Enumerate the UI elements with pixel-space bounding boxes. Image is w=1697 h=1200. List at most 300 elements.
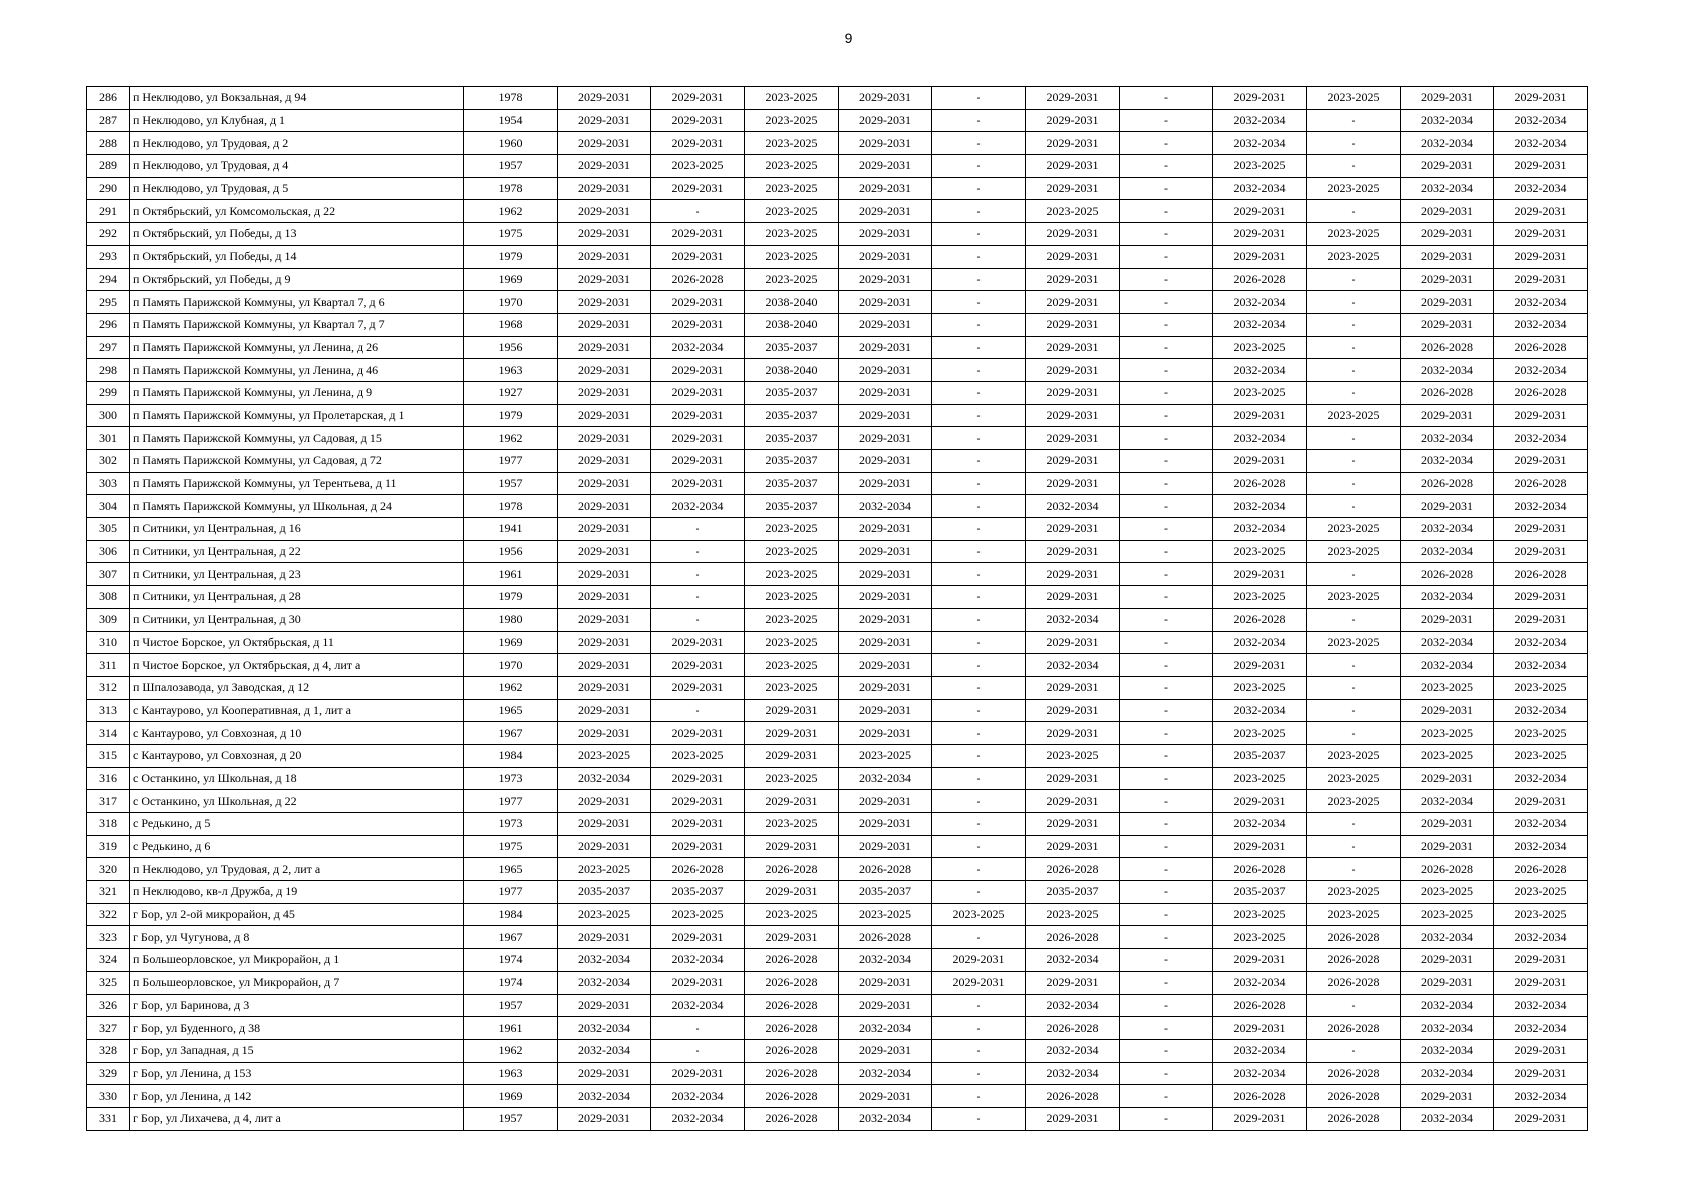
period-cell: - bbox=[932, 654, 1026, 677]
period-cell: 2029-2031 bbox=[1026, 563, 1120, 586]
period-cell: 2026-2028 bbox=[1494, 381, 1588, 404]
period-cell: - bbox=[1120, 563, 1213, 586]
period-cell: - bbox=[1120, 132, 1213, 155]
period-cell: 2029-2031 bbox=[1401, 608, 1494, 631]
buildings-table bbox=[86, 86, 1588, 1131]
period-cell: 2029-2031 bbox=[1213, 223, 1307, 246]
period-cell: - bbox=[1307, 155, 1401, 178]
period-cell: 2032-2034 bbox=[651, 1107, 745, 1130]
period-cell: 2023-2025 bbox=[1307, 586, 1401, 609]
period-cell: 2026-2028 bbox=[1213, 858, 1307, 881]
period-cell: - bbox=[932, 563, 1026, 586]
period-cell: - bbox=[651, 1039, 745, 1062]
period-cell: 2026-2028 bbox=[745, 949, 839, 972]
period-cell: - bbox=[932, 336, 1026, 359]
period-cell: 2026-2028 bbox=[1401, 472, 1494, 495]
period-cell: 2029-2031 bbox=[839, 109, 932, 132]
table-row bbox=[87, 699, 1588, 722]
period-cell: 2029-2031 bbox=[1026, 790, 1120, 813]
period-cell: 2029-2031 bbox=[839, 699, 932, 722]
period-cell: - bbox=[932, 495, 1026, 518]
period-cell: 2026-2028 bbox=[1401, 336, 1494, 359]
period-cell: 2032-2034 bbox=[1213, 132, 1307, 155]
period-cell: 2023-2025 bbox=[1307, 903, 1401, 926]
period-cell: 2029-2031 bbox=[651, 835, 745, 858]
row-number-cell: 297 bbox=[87, 336, 130, 359]
period-cell: 2023-2025 bbox=[745, 132, 839, 155]
period-cell: 2029-2031 bbox=[558, 926, 651, 949]
period-cell: 2032-2034 bbox=[1494, 994, 1588, 1017]
period-cell: - bbox=[1120, 631, 1213, 654]
row-number-cell: 319 bbox=[87, 835, 130, 858]
period-cell: - bbox=[1307, 268, 1401, 291]
period-cell: 2029-2031 bbox=[558, 223, 651, 246]
period-cell: 2023-2025 bbox=[1307, 631, 1401, 654]
period-cell: 2026-2028 bbox=[839, 858, 932, 881]
row-number-cell: 322 bbox=[87, 903, 130, 926]
period-cell: - bbox=[1120, 903, 1213, 926]
period-cell: 2032-2034 bbox=[1401, 359, 1494, 382]
period-cell: 2029-2031 bbox=[839, 381, 932, 404]
period-cell: 2032-2034 bbox=[1026, 608, 1120, 631]
period-cell: 2029-2031 bbox=[839, 654, 932, 677]
period-cell: - bbox=[1120, 404, 1213, 427]
period-cell: 2029-2031 bbox=[1213, 1107, 1307, 1130]
period-cell: 2029-2031 bbox=[558, 495, 651, 518]
period-cell: 2032-2034 bbox=[839, 949, 932, 972]
table-row bbox=[87, 881, 1588, 904]
period-cell: 2029-2031 bbox=[839, 177, 932, 200]
period-cell: 2029-2031 bbox=[1494, 245, 1588, 268]
table-row bbox=[87, 268, 1588, 291]
period-cell: 2029-2031 bbox=[1494, 971, 1588, 994]
period-cell: 2032-2034 bbox=[1401, 1039, 1494, 1062]
period-cell: - bbox=[932, 790, 1026, 813]
table-row bbox=[87, 245, 1588, 268]
address-cell: п Память Парижской Коммуны, ул Квартал 7, д 6 bbox=[130, 291, 464, 314]
period-cell: 2032-2034 bbox=[1494, 1017, 1588, 1040]
address-cell: п Шпалозавода, ул Заводская, д 12 bbox=[130, 676, 464, 699]
period-cell: 2029-2031 bbox=[1026, 586, 1120, 609]
period-cell: 2032-2034 bbox=[1026, 1062, 1120, 1085]
period-cell: 2029-2031 bbox=[558, 381, 651, 404]
period-cell: 2032-2034 bbox=[651, 495, 745, 518]
table-body bbox=[87, 87, 1588, 1131]
row-number-cell: 302 bbox=[87, 450, 130, 473]
address-cell: п Ситники, ул Центральная, д 28 bbox=[130, 586, 464, 609]
period-cell: 2026-2028 bbox=[745, 1039, 839, 1062]
period-cell: 2032-2034 bbox=[558, 949, 651, 972]
period-cell: 2029-2031 bbox=[1026, 835, 1120, 858]
row-number-cell: 315 bbox=[87, 744, 130, 767]
period-cell: 2029-2031 bbox=[558, 291, 651, 314]
period-cell: 2029-2031 bbox=[651, 631, 745, 654]
period-cell: 2023-2025 bbox=[1307, 767, 1401, 790]
period-cell: 2026-2028 bbox=[651, 858, 745, 881]
period-cell: - bbox=[1120, 427, 1213, 450]
period-cell: 2029-2031 bbox=[558, 450, 651, 473]
year-cell: 1969 bbox=[464, 268, 558, 291]
address-cell: п Память Парижской Коммуны, ул Терентьева, д 11 bbox=[130, 472, 464, 495]
period-cell: 2032-2034 bbox=[651, 994, 745, 1017]
period-cell: 2029-2031 bbox=[1494, 87, 1588, 110]
year-cell: 1973 bbox=[464, 767, 558, 790]
period-cell: 2029-2031 bbox=[558, 177, 651, 200]
period-cell: 2029-2031 bbox=[1401, 495, 1494, 518]
row-number-cell: 330 bbox=[87, 1085, 130, 1108]
period-cell: - bbox=[1120, 291, 1213, 314]
period-cell: - bbox=[932, 699, 1026, 722]
period-cell: 2035-2037 bbox=[745, 336, 839, 359]
period-cell: 2032-2034 bbox=[1401, 1107, 1494, 1130]
year-cell: 1979 bbox=[464, 245, 558, 268]
period-cell: 2029-2031 bbox=[1026, 631, 1120, 654]
period-cell: - bbox=[1307, 427, 1401, 450]
table-row bbox=[87, 200, 1588, 223]
table-row bbox=[87, 813, 1588, 836]
period-cell: - bbox=[932, 676, 1026, 699]
address-cell: п Неклюдово, ул Трудовая, д 4 bbox=[130, 155, 464, 178]
row-number-cell: 316 bbox=[87, 767, 130, 790]
period-cell: 2029-2031 bbox=[558, 835, 651, 858]
period-cell: 2032-2034 bbox=[1494, 699, 1588, 722]
period-cell: 2029-2031 bbox=[839, 427, 932, 450]
table-row bbox=[87, 722, 1588, 745]
period-cell: 2026-2028 bbox=[1213, 994, 1307, 1017]
period-cell: 2029-2031 bbox=[558, 336, 651, 359]
period-cell: 2029-2031 bbox=[1026, 699, 1120, 722]
address-cell: п Ситники, ул Центральная, д 30 bbox=[130, 608, 464, 631]
period-cell: 2029-2031 bbox=[1494, 404, 1588, 427]
period-cell: 2029-2031 bbox=[1026, 155, 1120, 178]
address-cell: п Большеорловское, ул Микрорайон, д 1 bbox=[130, 949, 464, 972]
period-cell: 2032-2034 bbox=[839, 1017, 932, 1040]
address-cell: с Редькино, д 6 bbox=[130, 835, 464, 858]
period-cell: 2029-2031 bbox=[1401, 1085, 1494, 1108]
period-cell: 2032-2034 bbox=[558, 1017, 651, 1040]
period-cell: 2026-2028 bbox=[1026, 858, 1120, 881]
period-cell: 2029-2031 bbox=[651, 813, 745, 836]
period-cell: 2029-2031 bbox=[1026, 971, 1120, 994]
period-cell: 2035-2037 bbox=[745, 450, 839, 473]
period-cell: - bbox=[932, 835, 1026, 858]
period-cell: 2035-2037 bbox=[1213, 881, 1307, 904]
table-row bbox=[87, 495, 1588, 518]
period-cell: 2032-2034 bbox=[1213, 631, 1307, 654]
period-cell: - bbox=[1120, 336, 1213, 359]
row-number-cell: 312 bbox=[87, 676, 130, 699]
row-number-cell: 290 bbox=[87, 177, 130, 200]
address-cell: п Ситники, ул Центральная, д 16 bbox=[130, 518, 464, 541]
period-cell: - bbox=[1120, 450, 1213, 473]
period-cell: 2023-2025 bbox=[1494, 881, 1588, 904]
period-cell: 2029-2031 bbox=[1401, 835, 1494, 858]
period-cell: 2023-2025 bbox=[1307, 518, 1401, 541]
period-cell: 2023-2025 bbox=[651, 155, 745, 178]
period-cell: 2023-2025 bbox=[932, 903, 1026, 926]
period-cell: 2029-2031 bbox=[1213, 563, 1307, 586]
period-cell: 2032-2034 bbox=[1494, 767, 1588, 790]
period-cell: 2026-2028 bbox=[1307, 971, 1401, 994]
period-cell: 2026-2028 bbox=[1307, 1085, 1401, 1108]
period-cell: - bbox=[1120, 722, 1213, 745]
period-cell: 2032-2034 bbox=[1401, 518, 1494, 541]
row-number-cell: 329 bbox=[87, 1062, 130, 1085]
table-row bbox=[87, 87, 1588, 110]
period-cell: 2032-2034 bbox=[839, 495, 932, 518]
period-cell: - bbox=[651, 1017, 745, 1040]
period-cell: 2029-2031 bbox=[1494, 223, 1588, 246]
period-cell: 2032-2034 bbox=[558, 1085, 651, 1108]
row-number-cell: 328 bbox=[87, 1039, 130, 1062]
period-cell: 2029-2031 bbox=[1026, 381, 1120, 404]
period-cell: 2032-2034 bbox=[1213, 109, 1307, 132]
period-cell: 2029-2031 bbox=[558, 1107, 651, 1130]
period-cell: 2029-2031 bbox=[651, 722, 745, 745]
period-cell: 2029-2031 bbox=[1026, 518, 1120, 541]
address-cell: п Память Парижской Коммуны, ул Квартал 7, д 7 bbox=[130, 313, 464, 336]
period-cell: 2023-2025 bbox=[745, 177, 839, 200]
period-cell: 2029-2031 bbox=[558, 631, 651, 654]
year-cell: 1977 bbox=[464, 450, 558, 473]
period-cell: 2032-2034 bbox=[1494, 313, 1588, 336]
period-cell: 2029-2031 bbox=[839, 200, 932, 223]
year-cell: 1956 bbox=[464, 336, 558, 359]
period-cell: 2026-2028 bbox=[1213, 608, 1307, 631]
period-cell: 2032-2034 bbox=[1401, 994, 1494, 1017]
period-cell: 2026-2028 bbox=[1494, 472, 1588, 495]
period-cell: 2023-2025 bbox=[745, 109, 839, 132]
period-cell: 2029-2031 bbox=[1494, 200, 1588, 223]
year-cell: 1962 bbox=[464, 1039, 558, 1062]
row-number-cell: 289 bbox=[87, 155, 130, 178]
period-cell: 2029-2031 bbox=[1494, 949, 1588, 972]
period-cell: 2023-2025 bbox=[1494, 676, 1588, 699]
table-row bbox=[87, 858, 1588, 881]
period-cell: 2032-2034 bbox=[1494, 835, 1588, 858]
year-cell: 1968 bbox=[464, 313, 558, 336]
period-cell: - bbox=[932, 1085, 1026, 1108]
period-cell: - bbox=[1307, 722, 1401, 745]
period-cell: 2032-2034 bbox=[839, 1107, 932, 1130]
period-cell: - bbox=[932, 268, 1026, 291]
period-cell: 2023-2025 bbox=[1307, 223, 1401, 246]
period-cell: 2032-2034 bbox=[1213, 313, 1307, 336]
table-row bbox=[87, 631, 1588, 654]
year-cell: 1974 bbox=[464, 971, 558, 994]
period-cell: 2029-2031 bbox=[839, 291, 932, 314]
period-cell: 2026-2028 bbox=[1307, 926, 1401, 949]
table-row bbox=[87, 336, 1588, 359]
year-cell: 1977 bbox=[464, 790, 558, 813]
row-number-cell: 309 bbox=[87, 608, 130, 631]
period-cell: 2029-2031 bbox=[839, 722, 932, 745]
period-cell: - bbox=[1120, 654, 1213, 677]
period-cell: 2023-2025 bbox=[745, 654, 839, 677]
year-cell: 1956 bbox=[464, 540, 558, 563]
address-cell: г Бор, ул Западная, д 15 bbox=[130, 1039, 464, 1062]
period-cell: 2035-2037 bbox=[745, 427, 839, 450]
address-cell: с Останкино, ул Школьная, д 18 bbox=[130, 767, 464, 790]
period-cell: 2026-2028 bbox=[651, 268, 745, 291]
period-cell: - bbox=[1307, 563, 1401, 586]
period-cell: 2029-2031 bbox=[745, 926, 839, 949]
period-cell: - bbox=[1120, 155, 1213, 178]
period-cell: 2029-2031 bbox=[558, 994, 651, 1017]
period-cell: - bbox=[1120, 971, 1213, 994]
period-cell: - bbox=[932, 608, 1026, 631]
period-cell: 2029-2031 bbox=[839, 132, 932, 155]
period-cell: 2032-2034 bbox=[1213, 813, 1307, 836]
period-cell: 2029-2031 bbox=[558, 608, 651, 631]
table-row bbox=[87, 949, 1588, 972]
address-cell: п Неклюдово, ул Трудовая, д 5 bbox=[130, 177, 464, 200]
period-cell: 2023-2025 bbox=[1494, 903, 1588, 926]
period-cell: 2029-2031 bbox=[1213, 450, 1307, 473]
period-cell: 2023-2025 bbox=[558, 903, 651, 926]
period-cell: 2029-2031 bbox=[558, 200, 651, 223]
period-cell: - bbox=[932, 1039, 1026, 1062]
period-cell: - bbox=[1120, 1085, 1213, 1108]
row-number-cell: 317 bbox=[87, 790, 130, 813]
row-number-cell: 314 bbox=[87, 722, 130, 745]
period-cell: - bbox=[1120, 813, 1213, 836]
row-number-cell: 308 bbox=[87, 586, 130, 609]
period-cell: 2023-2025 bbox=[1401, 676, 1494, 699]
period-cell: 2026-2028 bbox=[1494, 563, 1588, 586]
period-cell: 2029-2031 bbox=[651, 450, 745, 473]
period-cell: 2032-2034 bbox=[651, 336, 745, 359]
period-cell: - bbox=[651, 200, 745, 223]
period-cell: - bbox=[1307, 132, 1401, 155]
period-cell: 2023-2025 bbox=[745, 608, 839, 631]
year-cell: 1975 bbox=[464, 223, 558, 246]
period-cell: 2029-2031 bbox=[839, 245, 932, 268]
period-cell: 2029-2031 bbox=[651, 427, 745, 450]
period-cell: 2023-2025 bbox=[745, 631, 839, 654]
table-row bbox=[87, 676, 1588, 699]
row-number-cell: 291 bbox=[87, 200, 130, 223]
period-cell: - bbox=[932, 450, 1026, 473]
table-row bbox=[87, 563, 1588, 586]
period-cell: 2026-2028 bbox=[1026, 1017, 1120, 1040]
period-cell: 2032-2034 bbox=[1213, 495, 1307, 518]
address-cell: п Память Парижской Коммуны, ул Ленина, д 26 bbox=[130, 336, 464, 359]
period-cell: 2026-2028 bbox=[745, 1085, 839, 1108]
period-cell: 2029-2031 bbox=[745, 744, 839, 767]
year-cell: 1967 bbox=[464, 926, 558, 949]
period-cell: 2026-2028 bbox=[745, 1062, 839, 1085]
period-cell: - bbox=[1307, 336, 1401, 359]
address-cell: г Бор, ул Чугунова, д 8 bbox=[130, 926, 464, 949]
period-cell: - bbox=[1307, 495, 1401, 518]
year-cell: 1967 bbox=[464, 722, 558, 745]
address-cell: п Память Парижской Коммуны, ул Ленина, д 46 bbox=[130, 359, 464, 382]
period-cell: 2023-2025 bbox=[1213, 540, 1307, 563]
period-cell: 2023-2025 bbox=[839, 744, 932, 767]
period-cell: 2032-2034 bbox=[1494, 1085, 1588, 1108]
period-cell: 2023-2025 bbox=[1213, 586, 1307, 609]
period-cell: 2029-2031 bbox=[1401, 949, 1494, 972]
period-cell: 2038-2040 bbox=[745, 291, 839, 314]
row-number-cell: 292 bbox=[87, 223, 130, 246]
period-cell: 2029-2031 bbox=[558, 155, 651, 178]
period-cell: 2029-2031 bbox=[1026, 87, 1120, 110]
table-row bbox=[87, 155, 1588, 178]
period-cell: - bbox=[1120, 313, 1213, 336]
row-number-cell: 306 bbox=[87, 540, 130, 563]
period-cell: - bbox=[1307, 291, 1401, 314]
period-cell: - bbox=[1307, 608, 1401, 631]
period-cell: - bbox=[1307, 994, 1401, 1017]
address-cell: п Чистое Борское, ул Октябрьская, д 4, лит а bbox=[130, 654, 464, 677]
address-cell: п Октябрьский, ул Победы, д 9 bbox=[130, 268, 464, 291]
row-number-cell: 311 bbox=[87, 654, 130, 677]
period-cell: 2029-2031 bbox=[1213, 245, 1307, 268]
period-cell: 2023-2025 bbox=[1401, 722, 1494, 745]
period-cell: 2029-2031 bbox=[558, 722, 651, 745]
row-number-cell: 295 bbox=[87, 291, 130, 314]
year-cell: 1960 bbox=[464, 132, 558, 155]
period-cell: - bbox=[1307, 699, 1401, 722]
address-cell: с Кантаурово, ул Совхозная, д 20 bbox=[130, 744, 464, 767]
table-row bbox=[87, 994, 1588, 1017]
period-cell: 2023-2025 bbox=[1213, 676, 1307, 699]
address-cell: п Память Парижской Коммуны, ул Школьная, д 24 bbox=[130, 495, 464, 518]
period-cell: 2029-2031 bbox=[1026, 813, 1120, 836]
period-cell: 2026-2028 bbox=[1307, 1107, 1401, 1130]
period-cell: - bbox=[932, 881, 1026, 904]
year-cell: 1963 bbox=[464, 359, 558, 382]
row-number-cell: 323 bbox=[87, 926, 130, 949]
period-cell: 2029-2031 bbox=[1401, 971, 1494, 994]
period-cell: 2026-2028 bbox=[1213, 1085, 1307, 1108]
period-cell: 2032-2034 bbox=[1494, 291, 1588, 314]
table-row bbox=[87, 1039, 1588, 1062]
address-cell: п Октябрьский, ул Комсомольская, д 22 bbox=[130, 200, 464, 223]
period-cell: 2032-2034 bbox=[1401, 790, 1494, 813]
period-cell: 2023-2025 bbox=[651, 744, 745, 767]
period-cell: 2035-2037 bbox=[1026, 881, 1120, 904]
period-cell: - bbox=[1120, 1039, 1213, 1062]
period-cell: 2026-2028 bbox=[1401, 381, 1494, 404]
period-cell: 2029-2031 bbox=[1026, 109, 1120, 132]
period-cell: 2032-2034 bbox=[1401, 132, 1494, 155]
table-row bbox=[87, 404, 1588, 427]
period-cell: - bbox=[1120, 767, 1213, 790]
table-row bbox=[87, 1062, 1588, 1085]
period-cell: 2032-2034 bbox=[651, 1085, 745, 1108]
period-cell: 2029-2031 bbox=[558, 540, 651, 563]
period-cell: 2029-2031 bbox=[651, 132, 745, 155]
period-cell: 2029-2031 bbox=[1401, 155, 1494, 178]
period-cell: 2029-2031 bbox=[558, 699, 651, 722]
period-cell: - bbox=[1307, 200, 1401, 223]
table-row bbox=[87, 608, 1588, 631]
period-cell: 2032-2034 bbox=[1213, 359, 1307, 382]
period-cell: 2029-2031 bbox=[1401, 813, 1494, 836]
period-cell: 2029-2031 bbox=[651, 971, 745, 994]
table-row bbox=[87, 359, 1588, 382]
year-cell: 1962 bbox=[464, 676, 558, 699]
period-cell: 2023-2025 bbox=[745, 87, 839, 110]
period-cell: 2029-2031 bbox=[1213, 790, 1307, 813]
period-cell: 2029-2031 bbox=[1213, 835, 1307, 858]
period-cell: - bbox=[932, 722, 1026, 745]
period-cell: 2029-2031 bbox=[558, 87, 651, 110]
page-number: 9 bbox=[844, 30, 853, 46]
period-cell: - bbox=[932, 1017, 1026, 1040]
